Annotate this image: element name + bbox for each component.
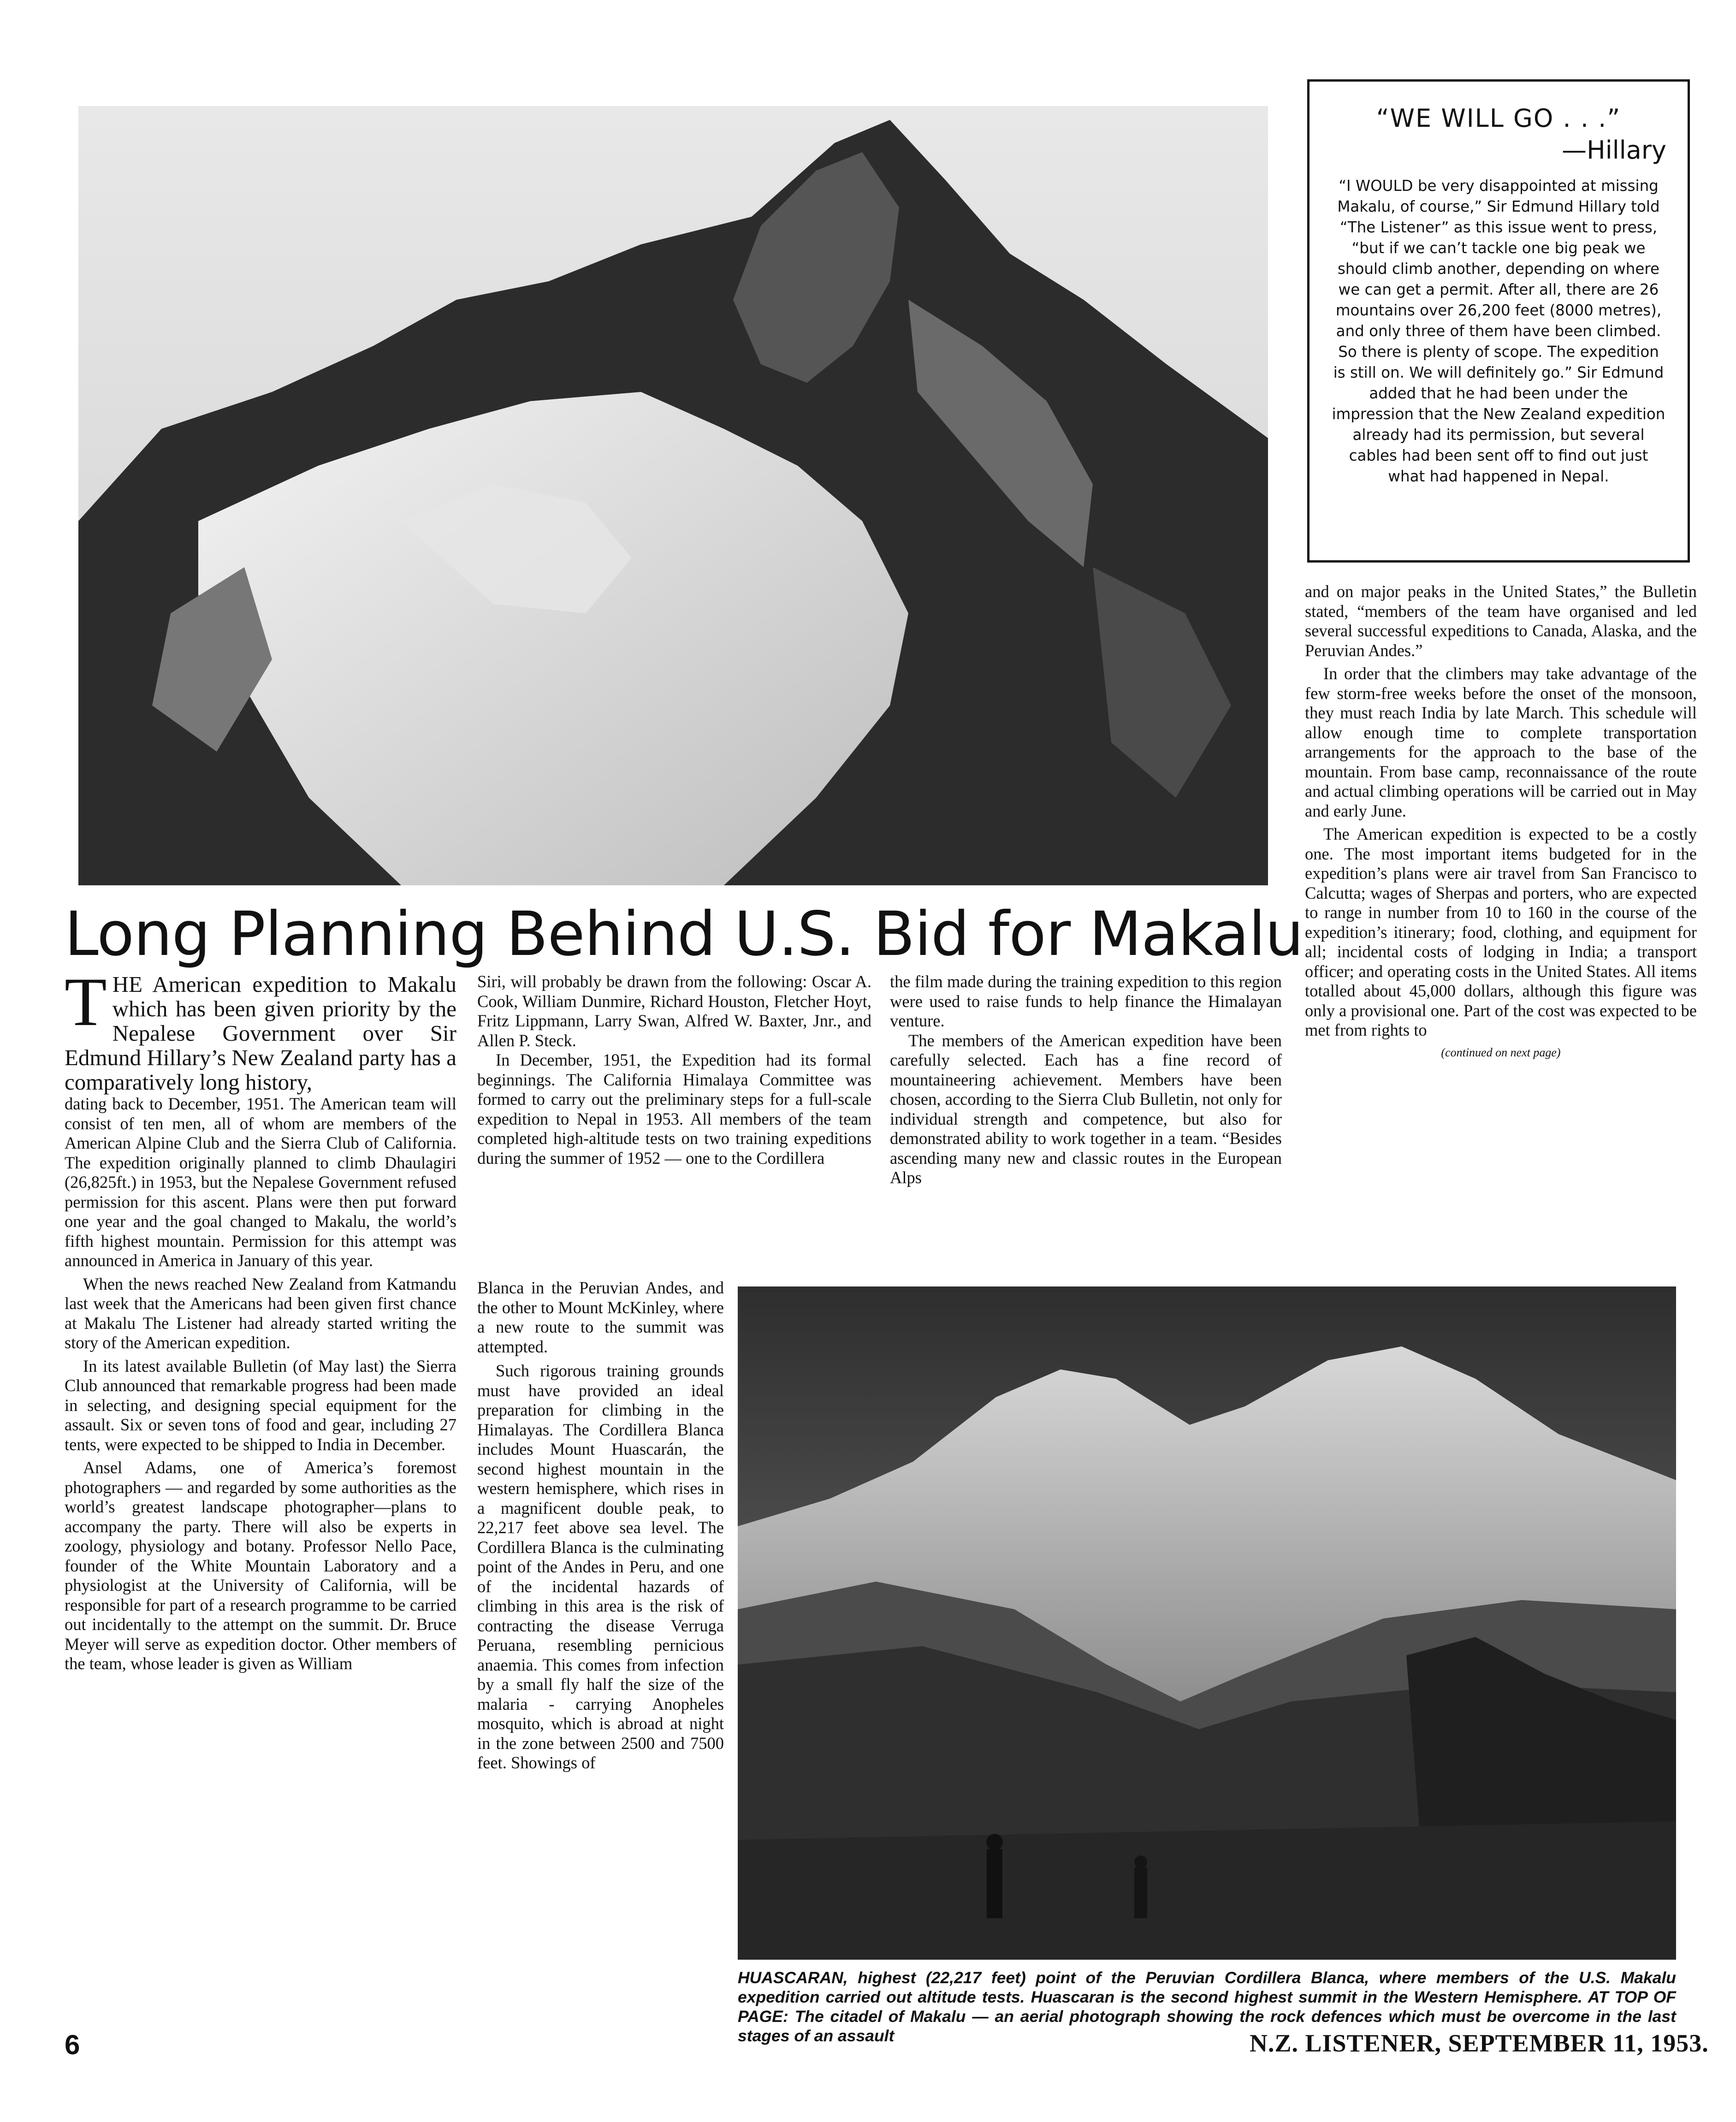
- article-lead: HE American expedition to Makalu which has been given priority by the Nepalese Government over Sir Edmund Hillary’s New Zealand party has a comparatively long history,: [65, 972, 456, 1095]
- article-paragraph: Such rigorous training grounds must have provided an ideal preparation for climbing in the Himalayas. The Cordillera Blanca includes Mount Huascarán, the second highest mountain in the western hemisphere, which rises in a magnificent double peak, to 22,217 feet above sea level. The Cordillera Blanca is the culminating point of the Andes in Peru, and one of the incidental hazards of climbing in this area is the risk of contracting the disease Verruga Peruana, resembling pernicious anaemia. This comes from infection by a small fly half the size of the malaria - carrying Anopheles mosquito, which is abroad at night in the zone between 2500 and 7500 feet. Showings of: [477, 1361, 724, 1772]
- article-paragraph: In order that the climbers may take advantage of the few storm-free weeks before the onset of the monsoon, they must reach India by late March. This schedule will allow enough time to complete transportation arrangements for the approach to the base of the mountain. From base camp, reconnaissance of the route and actual climbing operations will be carried out in May and early June.: [1305, 664, 1697, 820]
- article-column-2-lower: [477, 1278, 724, 1773]
- page-number: 6: [65, 2029, 80, 2060]
- article-paragraph: The American expedition is expected to be a costly one. The most important items budgeted for in the expedition’s plans were air travel from San Francisco to Calcutta; wages of Sherpas and porters, who are expected to range in number from 10 to 160 in the course of the expedition’s itinerary; food, clothing, and equipment for all; incidental costs of lodging in India; a transport officer; and operating costs in the United States. All items totalled about 45,000 dollars, although this figure was only a provisional one. Part of the cost was expected to be met from rights to: [1305, 824, 1697, 1039]
- sidebar-body: “I WOULD be very disappointed at missing Makalu, of course,” Sir Edmund Hillary told “The Listener” as this issue went to press, “but if we can’t tackle one big peak we should climb another, depending on where we can get a permit. After all, there are 26 mountains over 26,200 feet (8000 metres), and only three of them have been climbed. So there is plenty of scope. The expedition is still on. We will definitely go.” Sir Edmund added that he had been under the impression that the New Zealand expedition already had its permission, but several cables had been sent off to find out just what had happened in Nepal.: [1332, 177, 1665, 485]
- article-paragraph: Ansel Adams, one of America’s foremost photographers — and regarded by some authorities as the world’s greatest landscape photographer—plans to accompany the party. There will also be experts in zoology, physiology and botany. Professor Nello Pace, founder of the White Mountain Laboratory and a physiologist at the University of California, will be responsible for part of a research programme to be carried out incidentally to the attempt on the summit. Dr. Bruce Meyer will serve as expedition doctor. Other members of the team, whose leader is given as William: [65, 1458, 456, 1673]
- hillary-quote-box: [1307, 79, 1690, 563]
- publication-dateline: N.Z. LISTENER, SEPTEMBER 11, 1953.: [1250, 2029, 1709, 2057]
- article-column-2: [477, 972, 871, 1168]
- article-paragraph: In its latest available Bulletin (of May last) the Sierra Club announced that remarkable progress had been made in selecting, and designing special equipment for the assault. Six or seven tons of food and gear, including 27 tents, were expected to be shipped to India in December.: [65, 1356, 456, 1454]
- sidebar-title: “WE WILL GO . . .”: [1376, 104, 1621, 133]
- sidebar-attribution: —Hillary: [1562, 136, 1666, 165]
- article-column-4: [1305, 582, 1697, 1062]
- drop-cap: T: [65, 964, 107, 1040]
- article-column-3: [890, 972, 1282, 1188]
- makalu-aerial-photo: [78, 106, 1268, 885]
- article-paragraph: dating back to December, 1951. The American team will consist of ten men, all of whom are members of the American Alpine Club and the Sierra Club of California. The expedition originally planned to climb Dhaulagiri (26,825ft.) in 1953, but the Nepalese Government refused permission for this ascent. Plans were then put forward one year and the goal changed to Makalu, the world’s fifth highest mountain. Permission for this attempt was announced in America in January of this year.: [65, 1094, 456, 1270]
- article-paragraph: Siri, will probably be drawn from the following: Oscar A. Cook, William Dunmire, Richard Houston, Fletcher Hoyt, Fritz Lippmann, Larry Swan, Alfred W. Baxter, Jnr., and Allen P. Steck.: [477, 972, 871, 1050]
- article-paragraph: and on major peaks in the United States,” the Bulletin stated, “members of the team have organised and led several successful expeditions to Canada, Alaska, and the Peruvian Andes.”: [1305, 582, 1697, 660]
- article-paragraph: the film made during the training expedition to this region were used to raise funds to help finance the Himalayan venture.: [890, 972, 1282, 1030]
- article-paragraph: The members of the American expedition have been carefully selected. Each has a fine record of mountaineering achievement. Members have been chosen, according to the Sierra Club Bulletin, not only for individual strength and competence, but also for demonstrated ability to work together in a team. “Besides ascending many new and classic routes in the European Alps: [890, 1031, 1282, 1187]
- page-title: Long Planning Behind U.S. Bid for Makalu: [65, 899, 1303, 970]
- photo-caption: HUASCARAN, highest (22,217 feet) point of the Peruvian Cordillera Blanca, where members of the U.S. Makalu expedition carried out altitude tests. Huascaran is the second highest summit in the Western Hemisphere. AT TOP OF PAGE: The citadel of Makalu — an aerial photograph showing the rock defences which must be overcome in the last stages of an assault: [738, 1968, 1676, 2045]
- article-paragraph: Blanca in the Peruvian Andes, and the other to Mount McKinley, where a new route to the summit was attempted.: [477, 1278, 724, 1356]
- huascaran-photo: [738, 1286, 1676, 1960]
- article-paragraph: When the news reached New Zealand from Katmandu last week that the Americans had been given first chance at Makalu The Listener had already started writing the story of the American expedition.: [65, 1274, 456, 1352]
- article-column-1: [65, 964, 456, 1674]
- article-paragraph: In December, 1951, the Expedition had its formal beginnings. The California Himalaya Committee was formed to carry out the preliminary steps for a full-scale expedition to Nepal in 1953. All members of the team completed high-altitude tests on two training expeditions during the summer of 1952 — one to the Cordillera: [477, 1050, 871, 1168]
- continued-note: (continued on next page): [1441, 1045, 1561, 1059]
